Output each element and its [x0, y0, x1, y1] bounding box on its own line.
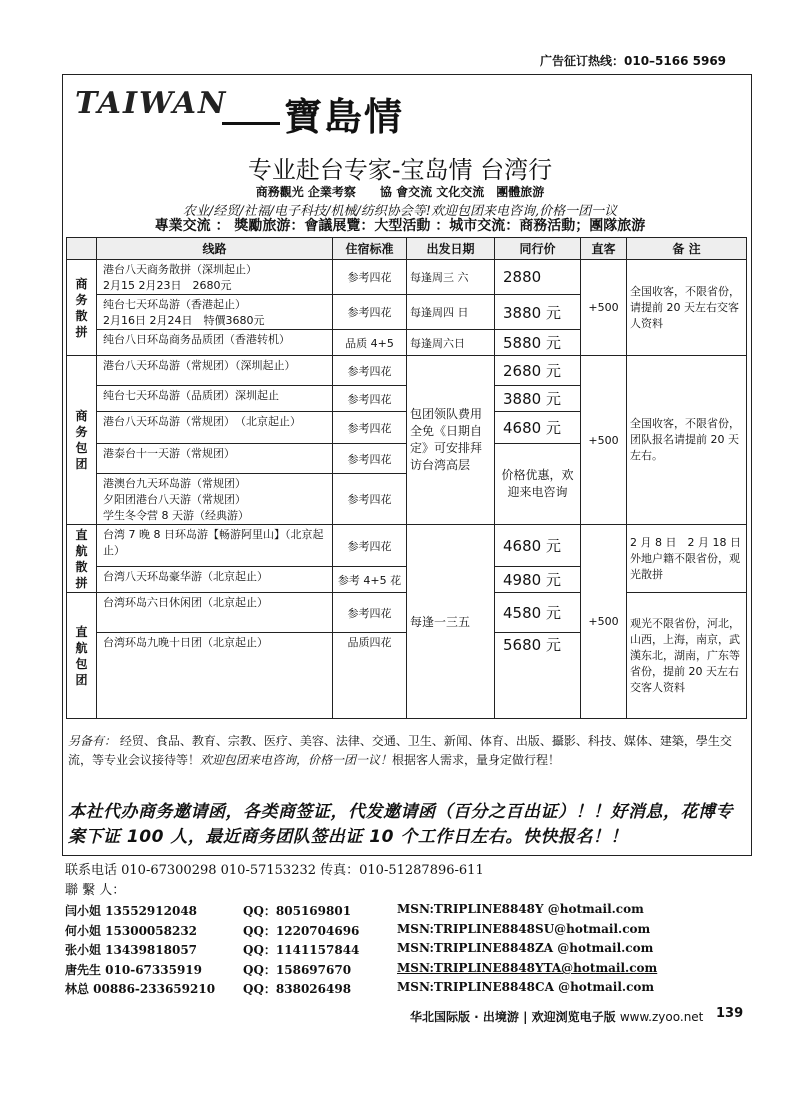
visa-notice: 本社代办商务邀请函，各类商签证，代发邀请函（百分之百出证）！！好消息，花博专案下证 100 人，最近商务团队签出证 10 个工作日左右。快快报名！！ [68, 802, 733, 847]
route-cell: 纯台八日环岛商务品质团（香港转机） [97, 330, 333, 356]
category-business-group: 商务包团 [67, 356, 97, 525]
hotel-cell: 参考四花 [333, 412, 407, 444]
header-route: 线路 [97, 238, 333, 260]
note-cell: 全国收客，不限省份，团队报名请提前 20 天左右。 [627, 356, 747, 525]
direct-cell: +500 [581, 260, 627, 356]
table-row [67, 525, 747, 567]
contact-name: 张小姐 13439818057 [65, 943, 198, 957]
contact-phone-line: 联系电话 010-67300298 010-57153232 传真：010-51287896-611 [65, 863, 484, 878]
table-header-row [67, 238, 747, 260]
header-hotel: 住宿标准 [333, 238, 407, 260]
contact-msn[interactable]: MSN:TRIPLINE8848SU@hotmail.com [397, 922, 651, 936]
note-cell: 全国收客，不限省份，请提前 20 天左右交客人资料 [627, 260, 747, 356]
contact-name: 闫小姐 13552912048 [65, 904, 198, 918]
hotel-cell: 参考 4+5 花 [333, 567, 407, 593]
hotel-cell: 参考四花 [333, 295, 407, 330]
contact-qq: QQ：158697670 [243, 963, 352, 977]
note-cell: 2 月 8 日 2 月 18 日外地户籍不限省份，观光散拼 [627, 525, 747, 593]
logo: TAIWAN [75, 86, 228, 121]
extra-italic: 欢迎包团来电咨询，价格一团一议！ [200, 753, 393, 767]
ad-hotline: 广告征订热线：010–5166 5969 [540, 54, 727, 68]
route-cell: 港台八天商务散拼（深圳起止） 2月15 2月23日 2680元 [97, 260, 333, 295]
contact-msn[interactable]: MSN:TRIPLINE8848ZA @hotmail.com [397, 941, 654, 955]
tour-table [66, 237, 747, 719]
price-cell: 5880 元 [495, 330, 581, 356]
subline-exchange: 專業交流 ： 獎勵旅游：會議展覽：大型活動 ：城市交流：商務活動；團隊旅游 [154, 218, 646, 234]
header-direct: 直客 [581, 238, 627, 260]
hotel-cell: 参考四花 [333, 260, 407, 295]
route-cell: 港泰台十一天游（常规团） [97, 444, 333, 474]
category-direct-scattered: 直航散拼 [67, 525, 97, 593]
route-cell: 港台八天环岛游（常规团） （北京起止） [97, 412, 333, 444]
category-direct-group: 直航包团 [67, 593, 97, 719]
footer-text: 华北国际版 · 出境游 | 欢迎浏览电子版 [410, 1010, 616, 1024]
contact-name: 何小姐 15300058232 [65, 924, 198, 938]
category-business-scattered: 商务散拼 [67, 260, 97, 356]
headline: 专业赴台专家-宝岛情 台湾行 [247, 156, 553, 184]
table-row [67, 260, 747, 295]
hotel-cell: 品质四花 [333, 633, 407, 719]
hotel-cell: 参考四花 [333, 593, 407, 633]
route-cell: 纯台七天环岛游（品质团）深圳起止 [97, 386, 333, 412]
price-cell: 2680 元 [495, 356, 581, 386]
extra-label: 另备有： [68, 734, 117, 748]
header-date: 出发日期 [407, 238, 495, 260]
hotel-cell: 品质 4+5 [333, 330, 407, 356]
contact-qq: QQ：838026498 [243, 982, 352, 996]
price-cell: 3880 元 [495, 386, 581, 412]
subline-associations: 农业/经贸/社福/电子科技/机械/纺织协会等!欢迎包团来电咨询,价格一团一议 [182, 204, 618, 219]
contact-qq: QQ：1141157844 [243, 943, 360, 957]
note-cell: 观光不限省份，河北，山西，上海，南京，武漢东北，湖南，广东等省份，提前 20 天左右交客人资料 [627, 593, 747, 719]
contact-qq: QQ：805169801 [243, 904, 352, 918]
price-cell: 4680 元 [495, 412, 581, 444]
hotel-cell: 参考四花 [333, 444, 407, 474]
contact-msn[interactable]: MSN:TRIPLINE8848CA @hotmail.com [397, 980, 655, 994]
route-cell: 台湾环岛六日休闲团（北京起止） [97, 593, 333, 633]
hotel-cell: 参考四花 [333, 474, 407, 525]
contact-row [65, 980, 745, 998]
price-cell: 4980 元 [495, 567, 581, 593]
contact-label: 聯 繫 人： [65, 883, 126, 898]
subline-services: 商務觀光 企業考察 協 會交流 文化交流 團體旅游 [255, 185, 545, 199]
route-cell: 台湾 7 晚 8 日环岛游【畅游阿里山】（北京起止） [97, 525, 333, 567]
extra-tail: 根据客人需求，量身定做行程！ [392, 753, 561, 767]
page-number: 139 [716, 1006, 744, 1021]
date-cell: 每逢周四 日 [407, 295, 495, 330]
price-cell: 5680 元 [495, 633, 581, 719]
price-cell: 4580 元 [495, 593, 581, 633]
price-cell: 2880 [495, 260, 581, 295]
table-row [67, 356, 747, 386]
date-cell: 每逢一三五 [407, 525, 495, 719]
price-cell: 价格优惠，欢迎来电咨询 [495, 444, 581, 525]
header-blank [67, 238, 97, 260]
header-price: 同行价 [495, 238, 581, 260]
direct-cell: +500 [581, 525, 627, 719]
footer [410, 1008, 703, 1025]
contact-msn[interactable]: MSN:TRIPLINE8848Y @hotmail.com [397, 902, 644, 916]
route-cell: 港台八天环岛游（常规团）（深圳起止） [97, 356, 333, 386]
hotel-cell: 参考四花 [333, 525, 407, 567]
contact-row [65, 902, 745, 920]
direct-cell: +500 [581, 356, 627, 525]
brand-title: 寶島情 [284, 95, 405, 139]
contact-qq: QQ：1220704696 [243, 924, 360, 938]
route-cell: 港澳台九天环岛游（常规团） 夕阳团港台八天游（常规团） 学生冬令营 8 天游（经典游） [97, 474, 333, 525]
hotel-cell: 参考四花 [333, 356, 407, 386]
date-cell: 每逢周三 六 [407, 260, 495, 295]
price-cell: 3880 元 [495, 295, 581, 330]
extra-text: 经贸、食品、教育、宗教、医疗、美容、法律、交通、卫生、新闻、体育、出版、攝影、科技、媒体、建築，學生交流，等专业会议接待等！ [68, 734, 732, 767]
hotel-cell: 参考四花 [333, 386, 407, 412]
price-cell: 4680 元 [495, 525, 581, 567]
contact-row [65, 922, 745, 940]
date-cell: 每逢周六日 [407, 330, 495, 356]
contact-msn[interactable]: MSN:TRIPLINE8848YTA@hotmail.com [397, 961, 658, 975]
contact-name: 唐先生 010-67335919 [65, 963, 203, 977]
contact-row [65, 941, 745, 959]
route-cell: 纯台七天环岛游（香港起止） 2月16日 2月24日 特價3680元 [97, 295, 333, 330]
contact-name: 林总 00886-233659210 [65, 982, 216, 996]
logo-underline [222, 122, 280, 125]
extra-services [68, 732, 742, 770]
date-cell: 包团领队费用全免《日期自定》可安排拜访台湾高层 [407, 356, 495, 525]
route-cell: 台湾八天环岛豪华游（北京起止） [97, 567, 333, 593]
route-cell: 台湾环岛九晚十日团（北京起止） [97, 633, 333, 719]
footer-url[interactable]: www.zyoo.net [619, 1010, 704, 1024]
contact-row [65, 961, 745, 979]
header-note: 备 注 [627, 238, 747, 260]
